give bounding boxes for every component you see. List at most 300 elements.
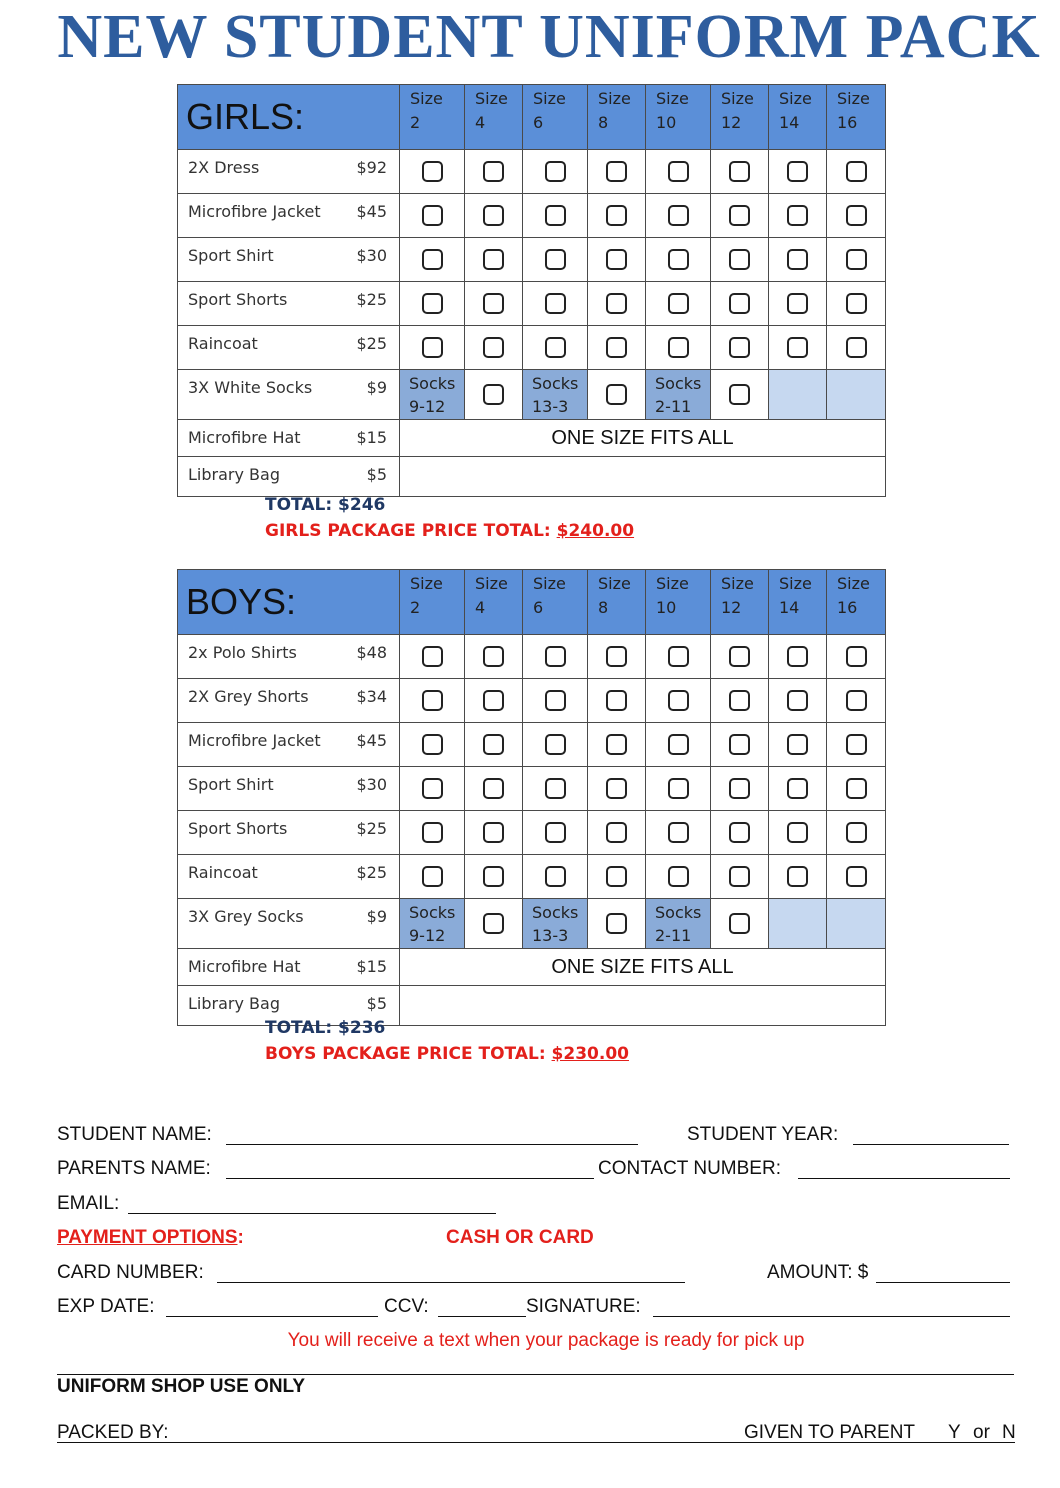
size-checkbox-cell [400, 326, 465, 370]
size-checkbox-cell [711, 635, 769, 679]
item-row [178, 238, 886, 282]
size-checkbox-cell [646, 723, 711, 767]
checkbox-size-4[interactable] [483, 734, 504, 755]
size-checkbox-cell [646, 811, 711, 855]
socks-checkbox[interactable] [729, 913, 750, 934]
checkbox-size-16[interactable] [846, 205, 867, 226]
given-no-option[interactable]: N [1002, 1422, 1016, 1443]
signature-field[interactable] [653, 1316, 1010, 1317]
checkbox-size-6[interactable] [545, 822, 566, 843]
size-header-row [178, 85, 886, 150]
item-label [178, 238, 399, 265]
item-name: 3X Grey Socks [188, 907, 304, 926]
checkbox-size-10[interactable] [668, 337, 689, 358]
size-checkbox-cell [523, 811, 588, 855]
parents-name-field[interactable] [226, 1178, 594, 1179]
socks-word: Socks [655, 374, 702, 393]
size-word: Size [598, 574, 631, 593]
item-label [178, 899, 399, 926]
checkbox-size-16[interactable] [846, 866, 867, 887]
empty-cell [827, 370, 886, 420]
checkbox-size-6[interactable] [545, 161, 566, 182]
size-checkbox-cell [588, 326, 646, 370]
size-checkbox-cell [827, 282, 886, 326]
checkbox-size-12[interactable] [729, 822, 750, 843]
size-checkbox-cell [523, 767, 588, 811]
checkbox-size-6[interactable] [545, 734, 566, 755]
girls-order-table [177, 84, 886, 497]
size-header-4 [465, 85, 523, 150]
checkbox-size-10[interactable] [668, 161, 689, 182]
package-label: BOYS PACKAGE PRICE TOTAL: [265, 1044, 552, 1064]
size-checkbox-cell [523, 326, 588, 370]
checkbox-size-12[interactable] [729, 866, 750, 887]
bag-row [178, 457, 886, 497]
item-price: $30 [356, 246, 387, 265]
checkbox-size-12[interactable] [729, 734, 750, 755]
socks-checkbox[interactable] [606, 384, 627, 405]
item-name: Sport Shirt [188, 246, 274, 265]
card-number-field[interactable] [217, 1282, 685, 1283]
item-label [178, 370, 399, 397]
bag-empty-cell [400, 457, 886, 497]
checkbox-size-6[interactable] [545, 866, 566, 887]
size-checkbox-cell [523, 194, 588, 238]
checkbox-size-2[interactable] [422, 690, 443, 711]
boys-heading: BOYS: [178, 570, 400, 635]
checkbox-size-14[interactable] [787, 161, 808, 182]
size-checkbox-cell [465, 326, 523, 370]
size-header-2 [400, 85, 465, 150]
item-price: $92 [356, 158, 387, 177]
size-checkbox-cell [465, 238, 523, 282]
email-field[interactable] [128, 1213, 496, 1214]
checkbox-size-4[interactable] [483, 205, 504, 226]
size-checkbox-cell [400, 811, 465, 855]
checkbox-size-8[interactable] [606, 161, 627, 182]
item-price: $15 [356, 428, 387, 447]
contact-number-label: CONTACT NUMBER: [598, 1158, 781, 1179]
checkbox-size-16[interactable] [846, 646, 867, 667]
size-checkbox-cell [588, 238, 646, 282]
socks-range: 2-11 [655, 397, 692, 416]
size-checkbox-cell [646, 326, 711, 370]
size-checkbox-cell [588, 679, 646, 723]
item-name: Microfibre Hat [188, 957, 301, 976]
checkbox-size-6[interactable] [545, 205, 566, 226]
size-word: Size [410, 574, 443, 593]
size-checkbox-cell [769, 150, 827, 194]
checkbox-size-6[interactable] [545, 778, 566, 799]
socks-range: 9-12 [409, 926, 446, 945]
student-name-label: STUDENT NAME: [57, 1124, 212, 1145]
item-price: $9 [366, 907, 387, 926]
size-checkbox-cell [769, 194, 827, 238]
size-word: Size [721, 574, 754, 593]
item-label [178, 282, 399, 309]
size-checkbox-cell [711, 723, 769, 767]
student-year-field[interactable] [853, 1144, 1009, 1145]
size-checkbox-cell [465, 811, 523, 855]
size-word: Size [475, 574, 508, 593]
empty-cell [769, 899, 827, 949]
checkbox-size-2[interactable] [422, 734, 443, 755]
size-value: 6 [533, 598, 544, 617]
item-row [178, 635, 886, 679]
checkbox-size-6[interactable] [545, 690, 566, 711]
checkbox-size-6[interactable] [545, 249, 566, 270]
item-row [178, 326, 886, 370]
size-value: 10 [656, 598, 677, 617]
given-yes-option[interactable]: Y [948, 1422, 961, 1443]
item-row [178, 679, 886, 723]
girls-total: TOTAL: $246 [265, 495, 386, 515]
size-header-8 [588, 85, 646, 150]
size-header-10 [646, 85, 711, 150]
checkbox-size-14[interactable] [787, 778, 808, 799]
checkbox-size-2[interactable] [422, 293, 443, 314]
checkbox-size-4[interactable] [483, 778, 504, 799]
item-label [178, 326, 399, 353]
checkbox-size-14[interactable] [787, 690, 808, 711]
item-cell [178, 635, 400, 679]
hat-row [178, 949, 886, 986]
item-label [178, 986, 399, 1013]
checkbox-size-8[interactable] [606, 337, 627, 358]
given-to-parent-label: GIVEN TO PARENT [744, 1422, 916, 1443]
size-checkbox-cell [769, 679, 827, 723]
size-checkbox-cell [588, 282, 646, 326]
checkbox-size-2[interactable] [422, 646, 443, 667]
item-cell [178, 238, 400, 282]
checkbox-size-14[interactable] [787, 734, 808, 755]
size-checkbox-cell [827, 635, 886, 679]
size-header-14 [769, 570, 827, 635]
size-checkbox-cell [400, 150, 465, 194]
size-value: 6 [533, 113, 544, 132]
checkbox-size-14[interactable] [787, 866, 808, 887]
package-label: GIRLS PACKAGE PRICE TOTAL: [265, 521, 557, 541]
socks-word: Socks [532, 903, 579, 922]
item-price: $25 [356, 334, 387, 353]
contact-number-field[interactable] [798, 1178, 1010, 1179]
item-cell [178, 194, 400, 238]
item-name: 2X Grey Shorts [188, 687, 309, 706]
boys-package-price [265, 1044, 629, 1064]
checkbox-size-16[interactable] [846, 293, 867, 314]
package-price: $240.00 [556, 521, 635, 541]
size-word: Size [475, 89, 508, 108]
checkbox-size-14[interactable] [787, 646, 808, 667]
empty-cell [769, 370, 827, 420]
checkbox-size-8[interactable] [606, 866, 627, 887]
item-label [178, 767, 399, 794]
item-price: $5 [366, 465, 387, 484]
size-checkbox-cell [646, 194, 711, 238]
item-price: $45 [356, 731, 387, 750]
page-title: NEW STUDENT UNIFORM PACK [57, 3, 1041, 71]
checkbox-size-8[interactable] [606, 690, 627, 711]
item-label [178, 679, 399, 706]
given-or-text: or [973, 1422, 990, 1443]
item-label [178, 420, 399, 447]
socks-range: 13-3 [532, 926, 569, 945]
size-checkbox-cell [523, 282, 588, 326]
item-name: Sport Shorts [188, 290, 288, 309]
signature-label: SIGNATURE: [526, 1296, 641, 1317]
checkbox-size-4[interactable] [483, 646, 504, 667]
size-checkbox-cell [588, 150, 646, 194]
checkbox-size-16[interactable] [846, 822, 867, 843]
checkbox-size-6[interactable] [545, 293, 566, 314]
size-checkbox-cell [711, 767, 769, 811]
item-name: Microfibre Hat [188, 428, 301, 447]
size-value: 12 [721, 598, 742, 617]
divider-line [57, 1374, 1014, 1375]
size-checkbox-cell [400, 855, 465, 899]
size-checkbox-cell [588, 767, 646, 811]
checkbox-size-12[interactable] [729, 293, 750, 314]
socks-size-label [646, 370, 711, 420]
checkbox-size-10[interactable] [668, 690, 689, 711]
socks-checkbox-cell [465, 899, 523, 949]
checkbox-size-8[interactable] [606, 293, 627, 314]
size-checkbox-cell [711, 150, 769, 194]
email-label: EMAIL: [57, 1193, 120, 1214]
item-price: $48 [356, 643, 387, 662]
checkbox-size-8[interactable] [606, 734, 627, 755]
checkbox-size-14[interactable] [787, 822, 808, 843]
checkbox-size-16[interactable] [846, 690, 867, 711]
size-checkbox-cell [769, 282, 827, 326]
item-price: $25 [356, 819, 387, 838]
size-checkbox-cell [400, 194, 465, 238]
checkbox-size-10[interactable] [668, 293, 689, 314]
item-label [178, 150, 399, 177]
student-name-field[interactable] [226, 1144, 638, 1145]
item-name: Sport Shorts [188, 819, 288, 838]
checkbox-size-4[interactable] [483, 337, 504, 358]
size-checkbox-cell [523, 679, 588, 723]
item-name: Microfibre Jacket [188, 731, 321, 750]
checkbox-size-2[interactable] [422, 866, 443, 887]
checkbox-size-2[interactable] [422, 778, 443, 799]
socks-size-label [523, 370, 588, 420]
checkbox-size-8[interactable] [606, 205, 627, 226]
checkbox-size-14[interactable] [787, 293, 808, 314]
socks-range: 2-11 [655, 926, 692, 945]
checkbox-size-4[interactable] [483, 822, 504, 843]
checkbox-size-12[interactable] [729, 646, 750, 667]
checkbox-size-4[interactable] [483, 293, 504, 314]
item-name: 2x Polo Shirts [188, 643, 297, 662]
size-checkbox-cell [588, 194, 646, 238]
size-checkbox-cell [523, 723, 588, 767]
size-checkbox-cell [400, 679, 465, 723]
checkbox-size-12[interactable] [729, 337, 750, 358]
checkbox-size-2[interactable] [422, 205, 443, 226]
item-name: Raincoat [188, 334, 258, 353]
size-checkbox-cell [523, 150, 588, 194]
checkbox-size-8[interactable] [606, 778, 627, 799]
item-label [178, 635, 399, 662]
size-checkbox-cell [646, 679, 711, 723]
one-size-fits-all: ONE SIZE FITS ALL [400, 420, 886, 457]
size-word: Size [779, 574, 812, 593]
checkbox-size-8[interactable] [606, 822, 627, 843]
checkbox-size-14[interactable] [787, 337, 808, 358]
size-word: Size [656, 89, 689, 108]
checkbox-size-2[interactable] [422, 161, 443, 182]
item-name: Raincoat [188, 863, 258, 882]
checkbox-size-12[interactable] [729, 249, 750, 270]
checkbox-size-10[interactable] [668, 646, 689, 667]
checkbox-size-16[interactable] [846, 734, 867, 755]
size-checkbox-cell [400, 635, 465, 679]
item-cell [178, 855, 400, 899]
checkbox-size-10[interactable] [668, 249, 689, 270]
size-header-6 [523, 85, 588, 150]
item-cell [178, 767, 400, 811]
checkbox-size-10[interactable] [668, 205, 689, 226]
checkbox-size-12[interactable] [729, 161, 750, 182]
socks-row [178, 370, 886, 420]
size-checkbox-cell [711, 282, 769, 326]
size-value: 14 [779, 113, 800, 132]
size-word: Size [598, 89, 631, 108]
socks-checkbox-cell [588, 370, 646, 420]
size-checkbox-cell [711, 811, 769, 855]
size-checkbox-cell [400, 238, 465, 282]
socks-checkbox-cell [711, 370, 769, 420]
checkbox-size-16[interactable] [846, 337, 867, 358]
socks-word: Socks [409, 374, 456, 393]
socks-checkbox[interactable] [483, 913, 504, 934]
item-label [178, 811, 399, 838]
size-checkbox-cell [769, 855, 827, 899]
ccv-label: CCV: [384, 1296, 429, 1317]
checkbox-size-8[interactable] [606, 646, 627, 667]
package-price: $230.00 [551, 1044, 629, 1064]
size-word: Size [779, 89, 812, 108]
size-checkbox-cell [588, 723, 646, 767]
size-checkbox-cell [711, 855, 769, 899]
socks-word: Socks [655, 903, 702, 922]
checkbox-size-14[interactable] [787, 205, 808, 226]
size-word: Size [837, 574, 870, 593]
item-cell [178, 420, 400, 457]
size-checkbox-cell [827, 326, 886, 370]
size-checkbox-cell [711, 679, 769, 723]
socks-checkbox[interactable] [606, 913, 627, 934]
checkbox-size-6[interactable] [545, 337, 566, 358]
size-checkbox-cell [465, 679, 523, 723]
size-checkbox-cell [827, 855, 886, 899]
item-name: Microfibre Jacket [188, 202, 321, 221]
checkbox-size-10[interactable] [668, 866, 689, 887]
packed-by-label: PACKED BY: [57, 1422, 169, 1443]
item-price: $25 [356, 863, 387, 882]
checkbox-size-2[interactable] [422, 822, 443, 843]
checkbox-size-16[interactable] [846, 778, 867, 799]
checkbox-size-4[interactable] [483, 249, 504, 270]
item-row [178, 150, 886, 194]
socks-checkbox[interactable] [729, 384, 750, 405]
size-checkbox-cell [400, 282, 465, 326]
socks-size-label [400, 370, 465, 420]
checkbox-size-10[interactable] [668, 734, 689, 755]
item-label [178, 949, 399, 976]
checkbox-size-12[interactable] [729, 690, 750, 711]
item-cell [178, 811, 400, 855]
checkbox-size-4[interactable] [483, 161, 504, 182]
checkbox-size-4[interactable] [483, 866, 504, 887]
item-price: $30 [356, 775, 387, 794]
item-name: Library Bag [188, 994, 280, 1013]
size-value: 4 [475, 598, 486, 617]
checkbox-size-2[interactable] [422, 337, 443, 358]
size-header-16 [827, 85, 886, 150]
size-checkbox-cell [646, 635, 711, 679]
checkbox-size-12[interactable] [729, 778, 750, 799]
size-word: Size [656, 574, 689, 593]
item-price: $5 [366, 994, 387, 1013]
size-checkbox-cell [827, 679, 886, 723]
size-header-12 [711, 570, 769, 635]
size-value: 2 [410, 113, 421, 132]
size-checkbox-cell [400, 767, 465, 811]
size-value: 4 [475, 113, 486, 132]
size-checkbox-cell [588, 855, 646, 899]
size-checkbox-cell [827, 238, 886, 282]
size-header-2 [400, 570, 465, 635]
checkbox-size-10[interactable] [668, 778, 689, 799]
size-header-4 [465, 570, 523, 635]
size-header-6 [523, 570, 588, 635]
size-word: Size [533, 89, 566, 108]
socks-checkbox[interactable] [483, 384, 504, 405]
checkbox-size-16[interactable] [846, 161, 867, 182]
checkbox-size-14[interactable] [787, 249, 808, 270]
checkbox-size-2[interactable] [422, 249, 443, 270]
payment-options-colon: : [237, 1227, 244, 1248]
socks-checkbox-cell [711, 899, 769, 949]
amount-field[interactable] [876, 1282, 1010, 1283]
ccv-field[interactable] [438, 1316, 526, 1317]
item-cell [178, 723, 400, 767]
checkbox-size-10[interactable] [668, 822, 689, 843]
checkbox-size-4[interactable] [483, 690, 504, 711]
socks-size-label [646, 899, 711, 949]
item-cell [178, 899, 400, 949]
item-label [178, 194, 399, 221]
checkbox-size-16[interactable] [846, 249, 867, 270]
item-label [178, 723, 399, 750]
exp-date-field[interactable] [166, 1316, 378, 1317]
size-checkbox-cell [646, 855, 711, 899]
item-cell [178, 370, 400, 420]
checkbox-size-12[interactable] [729, 205, 750, 226]
size-checkbox-cell [465, 767, 523, 811]
size-value: 2 [410, 598, 421, 617]
item-name: 3X White Socks [188, 378, 313, 397]
checkbox-size-6[interactable] [545, 646, 566, 667]
socks-checkbox-cell [588, 899, 646, 949]
item-row [178, 811, 886, 855]
checkbox-size-8[interactable] [606, 249, 627, 270]
size-word: Size [410, 89, 443, 108]
size-value: 16 [837, 598, 858, 617]
